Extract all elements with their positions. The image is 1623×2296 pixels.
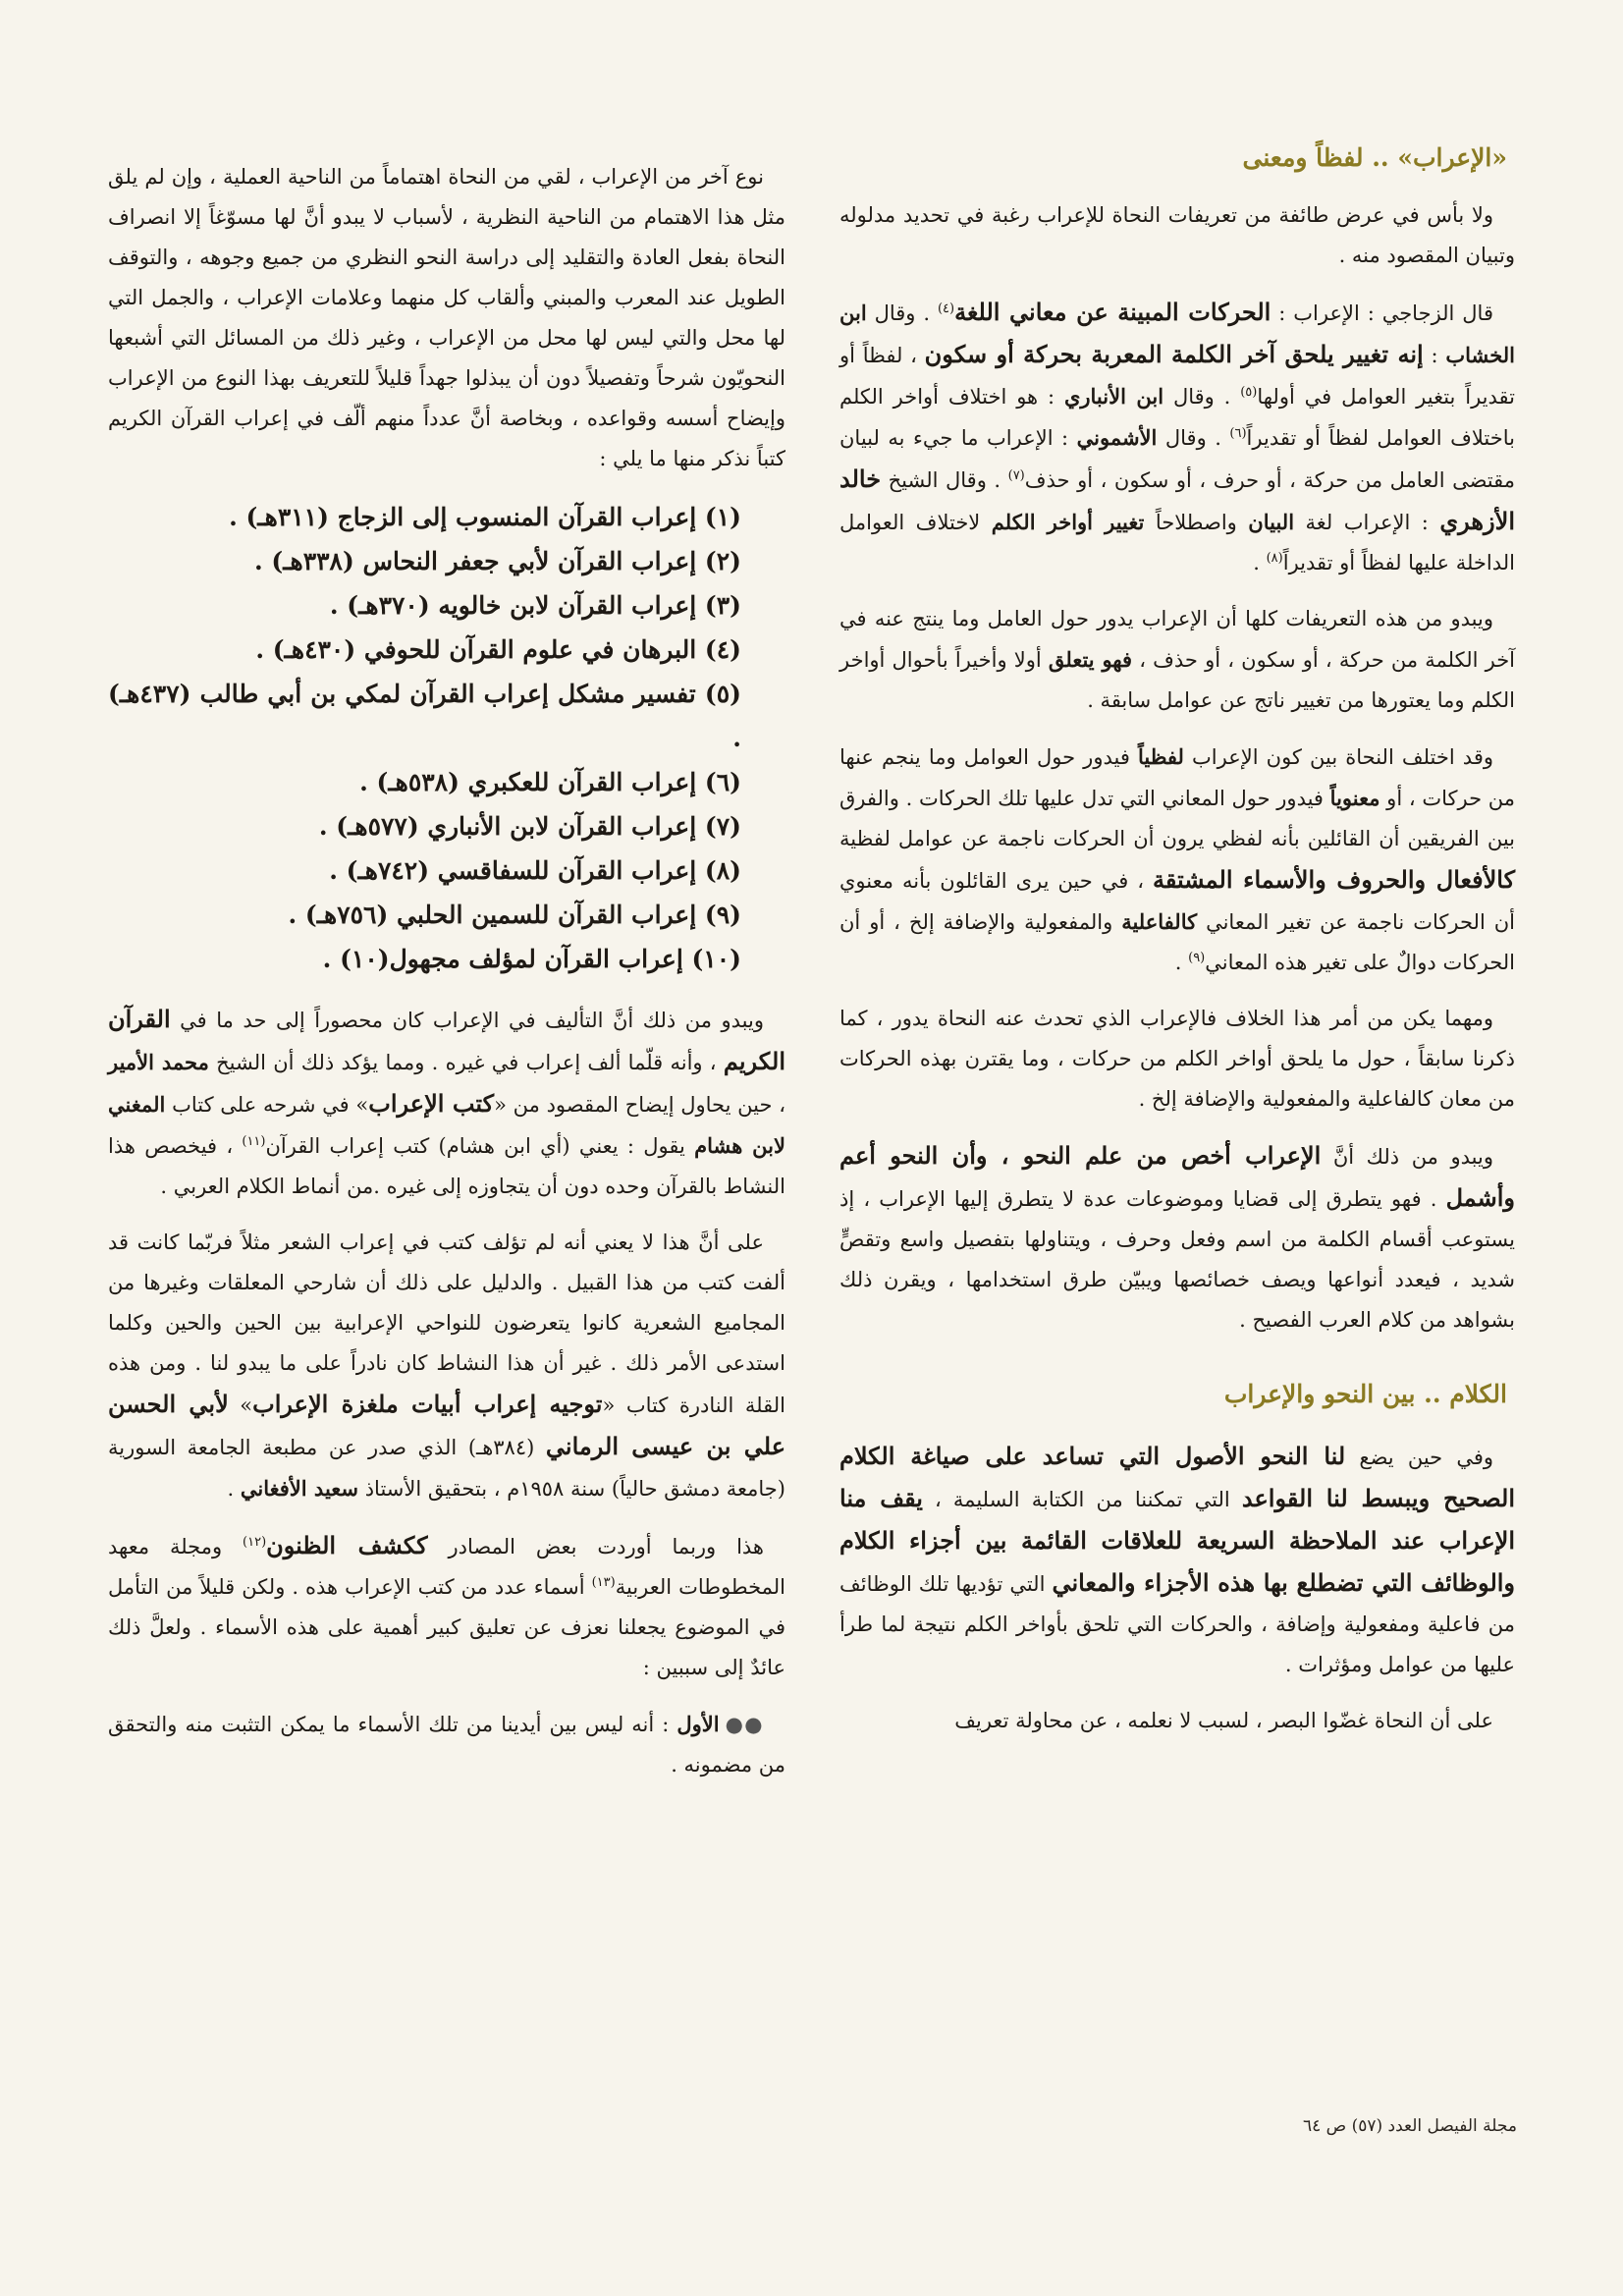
paragraph: وقد اختلف النحاة بين كون الإعراب لفظياً فيدور حول العوامل وما ينجم عنها من حركات ، أو معنوياً فيدور حول المعاني التي تدل عليها تلك الحركات . والفرق بين الفريقين أن القائلين بأنه لفظي يرون أن الحركات ناجمة عن عوامل لفظية كالأفعال والحروف والأسماء المشتقة ، في حين يرى القائلون بأنه معنوي أن الحركات ناجمة عن تغير المعاني كالفاعلية والمفعولية والإضافة إلخ ، أو أن الحركات دوالٌ على تغير هذه المعاني$^{(٩)}$ .	[839, 744, 1516, 974]
paragraph: ومهما يكن من أمر هذا الخلاف فالإعراب الذي تحدث عنه النحاة يدور ، كما ذكرنا سابقاً ، حول ما يلحق أواخر الكلم من حركات ، وما يقترن بهذه الحركات من معان كالفاعلية والمفعولية والإضافة إلخ .	[839, 1007, 1515, 1111]
paragraph: وفي حين يضع لنا النحو الأصول التي تساعد على صياغة الكلام الصحيح ويبسط لنا القواعد التي تمكننا من الكتابة السليمة ، يقف منا الإعراب عند الملاحظة السريعة للعلاقات القائمة بين أجزاء الكلام والوظائف التي تضطلع بها هذه الأجزاء والمعاني التي تؤديها تلك الوظائف من فاعلية ومفعولية وإضافة ، والحركات التي تلحق بأواخر الكلم نتيجة لما طرأ عليها من عوامل ومؤثرات .	[839, 1442, 1516, 1676]
paragraph: على أن النحاة غضّوا البصر ، لسبب لا نعلمه ، عن محاولة تعريف	[954, 1709, 1493, 1732]
paragraph-definitions: قال الزجاجي : الإعراب : الحركات المبينة عن معاني اللغة$^{(٤)}$ . وقال ابن الخشاب : إنه تغيير يلحق آخر الكلمة المعربة بحركة أو سكون ، لفظاً أو تقديراً بتغير العوامل في أولها$^{(٥)}$ . وقال ابن الأنباري : هو اختلاف أواخر الكلم باختلاف العوامل لفظاً أو تقديراً$^{(٦)}$ . وقال الأشموني : الإعراب ما جيء به لبيان مقتضى العامل من حركة ، أو حرف ، أو سكون ، أو حذف$^{(٧)}$ . وقال الشيخ خالد الأزهري : الإعراب لغة البيان واصطلاحاً تغيير أواخر الكلم لاختلاف العوامل الداخلة عليها لفظاً أو تقديراً$^{(٨)}$ .	[839, 298, 1516, 574]
paragraph: ويبدو من ذلك أنَّ الإعراب أخص من علم النحو ، وأن النحو أعم وأشمل . فهو يتطرق إلى قضايا وموضوعات عدة لا يتطرق إليها الإعراب ، إذ يستوعب أقسام الكلمة من اسم وفعل وحرف ، ويتناولها بتفصيل واسع وتقصٍّ شديد ، فيعدد أنواعها ويصف خصائصها ويبيّن طرق استخدامها ، ويقرن ذلك بشواهد من كلام العرب الفصيح .	[839, 1141, 1515, 1332]
paragraph: ولا بأس في عرض طائفة من تعريفات النحاة للإعراب رغبة في تحديد مدلوله وتبيان المقصود منه .	[839, 203, 1515, 267]
list-item: (٥) تفسير مشكل إعراب القرآن لمكي بن أبي طالب (٤٣٧هـ) .	[108, 680, 741, 752]
book-list	[108, 495, 785, 981]
bullet-ornament-icon: ●●	[725, 1713, 764, 1736]
paragraph: على أنَّ هذا لا يعني أنه لم تؤلف كتب في إعراب الشعر مثلاً فربّما كانت قد ألفت كتب من هذا القبيل . والدليل على ذلك أن شارحي المعلقات وغيرها من المجاميع الشعرية كانوا يتعرضون للنواحي الإعرابية بين الحين والحين وكلما استدعى الأمر ذلك . غير أن هذا النشاط كان نادراً على ما يبدو لنا . ومن هذه القلة النادرة كتاب «توجيه إعراب أبيات ملغزة الإعراب» لأبي الحسن علي بن عيسى الرماني (٣٨٤هـ) الذي صدر عن مطبعة الجامعة السورية (جامعة دمشق حالياً) سنة ١٩٥٨م ، بتحقيق الأستاذ سعيد الأفغاني .	[108, 1230, 786, 1501]
paragraph: هذا وربما أوردت بعض المصادر ككشف الظنون$^{(١٢)}$ ومجلة معهد المخطوطات العربية$^{(١٣)}$ أسماء عدد من كتب الإعراب هذه . ولكن قليلاً من التأمل في الموضوع يجعلنا نعزف عن تعليق كبير أهمية على هذه الأسماء . ولعلَّ ذلك عائدٌ إلى سببين :	[108, 1531, 785, 1679]
list-item: (٢) إعراب القرآن لأبي جعفر النحاس (٣٣٨هـ) .	[253, 547, 741, 575]
paragraph: ويبدو من هذه التعريفات كلها أن الإعراب يدور حول العامل وما ينتج عنه في آخر الكلمة من حركة ، أو سكون ، أو حذف ، فهو يتعلق أولا وأخيراً بأحوال أواخر الكلم وما يعتورها من تغيير ناتج عن عوامل سابقة .	[839, 607, 1516, 712]
list-item: (٦) إعراب القرآن للعكبري (٥٣٨هـ) .	[359, 768, 741, 796]
paragraph: ●●الأول : أنه ليس بين أيدينا من تلك الأسماء ما يمكن التثبت منه والتحقق من مضمونه .	[108, 1712, 785, 1777]
list-item: (٧) إعراب القرآن لابن الأنباري (٥٧٧هـ) .	[318, 812, 741, 841]
section-heading-kalam: الكلام .. بين النحو والإعراب	[1223, 1380, 1507, 1408]
list-item: (٨) إعراب القرآن للسفاقسي (٧٤٢هـ) .	[329, 856, 741, 885]
list-item: (١٠) إعراب القرآن لمؤلف مجهول(١٠) .	[322, 945, 741, 973]
list-item: (٩) إعراب القرآن للسمين الحلبي (٧٥٦هـ) .	[288, 901, 741, 929]
list-item: (٣) إعراب القرآن لابن خالويه (٣٧٠هـ) .	[329, 591, 741, 620]
left-column	[108, 157, 785, 1801]
list-item: (١) إعراب القرآن المنسوب إلى الزجاج (٣١١هـ) .	[229, 503, 741, 531]
page-footer: مجلة الفيصل العدد (٥٧) ص ٦٤	[1302, 2116, 1517, 2136]
paragraph: ويبدو من ذلك أنَّ التأليف في الإعراب كان محصوراً إلى حد ما في القرآن الكريم ، وأنه قلّما ألف إعراب في غيره . ومما يؤكد ذلك أن الشيخ محمد الأمير ، حين يحاول إيضاح المقصود من «كتب الإعراب» في شرحه على كتاب المغني لابن هشام يقول : يعني (أي ابن هشام) كتب إعراب القرآن$^{(١١)}$ ، فيخصص هذا النشاط بالقرآن وحده دون أن يتجاوزه إلى غيره .من أنماط الكلام العربي .	[108, 1005, 785, 1198]
list-item: (٤) البرهان في علوم القرآن للحوفي (٤٣٠هـ) .	[255, 635, 741, 664]
paragraph: نوع آخر من الإعراب ، لقي من النحاة اهتماماً من الناحية العملية ، وإن لم يلق مثل هذا الاهتمام من الناحية النظرية ، لأسباب لا يبدو أنَّ لها مسوّغاً إلا انصراف النحاة بفعل العادة والتقليد إلى دراسة النحو النظري من جميع وجوهه ، والتوقف الطويل عند المعرب والمبني وألقاب كل منهما وعلامات الإعراب ، والجمل التي لها محل والتي ليس لها محل من الإعراب ، وغير ذلك من المسائل التي أشبعها النحويّون شرحاً وتفصيلاً دون أن يبذلوا جهداً قليلاً للتعريف بهذا النوع من الإعراب وإيضاح أسسه وقواعده ، وبخاصة أنَّ عدداً منهم ألّف في إعراب القرآن الكريم كتباً نذكر منها ما يلي :	[108, 165, 785, 470]
section-heading-lafzan-wa-manan: «الإعراب» .. لفظاً ومعنى	[1242, 143, 1507, 172]
right-column	[839, 137, 1515, 1757]
